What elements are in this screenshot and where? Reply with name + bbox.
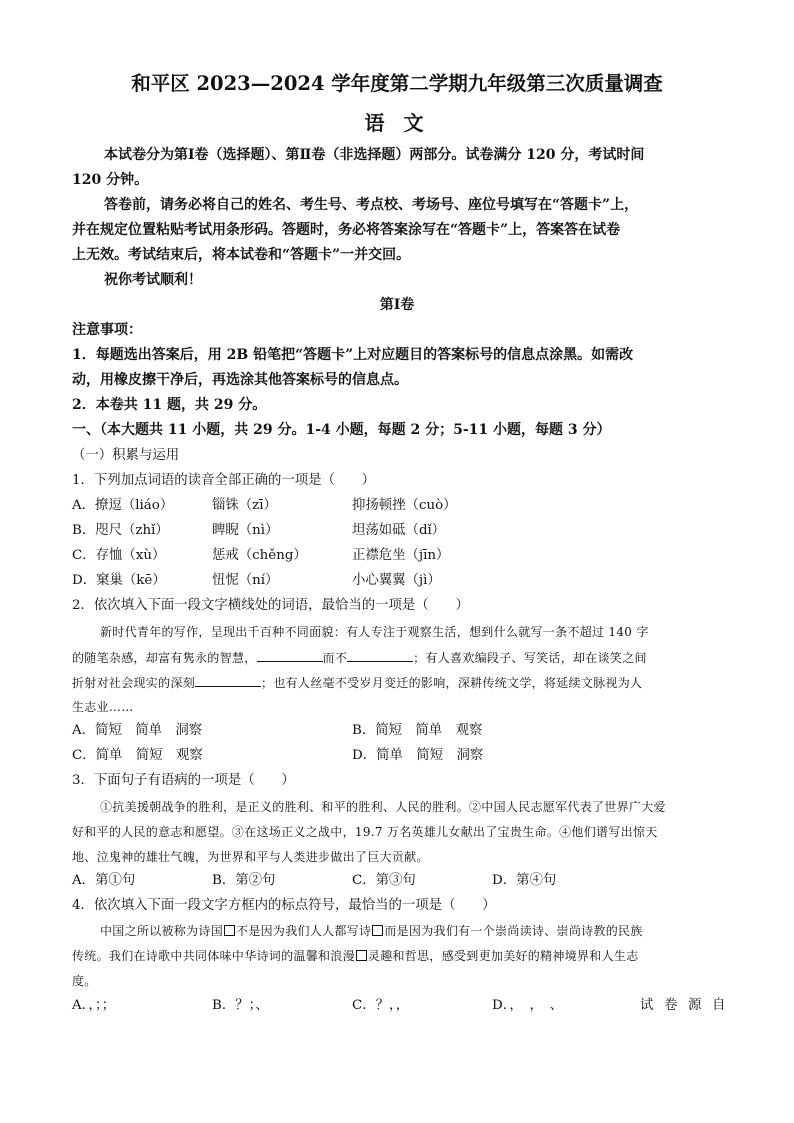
q1-c-word-2: 惩戒（chěng） [212,548,307,563]
q1-b-word-1: B．咫尺（zhǐ） [72,523,169,538]
watermark-char-4: 自 [712,998,726,1013]
q3-option-a: A．第①句 [72,873,136,888]
intro-wish: 祝你考试顺利！ [104,272,202,288]
q1-option-b [72,524,445,537]
q1-option-c [72,549,449,562]
q1-option-a [72,499,457,512]
q2-passage-line-3 [72,676,642,689]
q1-d-word-1: D．窠巢（kē） [72,573,166,588]
part-title: 第Ⅰ卷 [379,297,415,313]
q3-option-d: D．第④句 [492,873,557,888]
intro-line-3: 答卷前，请务必将自己的姓名、考生号、考点校、考场号、座位号填写在“答题卡”上， [104,197,639,213]
q1-a-word-1: A．撩逗（liáo） [72,498,174,513]
q2-blank-2 [347,651,413,662]
q1-a-word-2: 锱铢（zī） [212,498,277,513]
q1-b-word-3: 坦荡如砥（dǐ） [352,523,446,538]
intro-line-4: 并在规定位置粘贴考试用条形码。答题时，务必将答案涂写在“答题卡”上，答案答在试卷 [72,222,621,238]
q2-option-c: C．简单 简短 观察 [72,748,203,763]
q2-option-a: A．简短 简单 洞察 [72,723,203,738]
q2-text-c: ；有人喜欢编段子、写笑话，却在谈笑之间 [413,651,647,665]
q2-blank-1 [257,651,323,662]
q4-option-d: D．， ， 、 [492,998,563,1013]
intro-line-5: 上无效。考试结束后，将本试卷和“答题卡”一并交回。 [72,247,411,263]
q4-option-a: A．，；； [72,998,116,1013]
q4-passage-line-1 [100,925,643,937]
q4-box-1 [224,925,235,936]
q3-passage-line-1: ①抗美援朝战争的胜利，是正义的胜利、和平的胜利、人民的胜利。②中国人民志愿军代表了世界广大爱 [100,800,666,814]
section-title: 一、（本大题共 11 小题，共 29 分。1-4 小题，每题 2 分；5-11 小题，每题 3 分） [72,422,611,438]
q1-stem: 1．下列加点词语的读音全部正确的一项是（ ） [72,473,376,488]
q2-option-d: D．简单 简短 洞察 [352,748,484,763]
intro-line-2: 120 分钟。 [72,172,149,188]
watermark-char-1: 试 [640,998,654,1013]
q3-stem: 3．下面句子有语病的一项是（ ） [72,773,295,788]
q2-text-b: 而不 [322,651,348,665]
exam-title: 和平区 2023—2024 学年度第二学期九年级第三次质量调查 [131,72,663,95]
notice-line-2: 动，用橡皮擦干净后，再选涂其他答案标号的信息点。 [72,372,408,388]
q4-box-2 [372,925,383,936]
q2-passage-line-4: 生志业…… [72,700,134,714]
q3-option-c: C．第③句 [352,873,416,888]
q1-option-d [72,574,441,587]
q4-text-c: 而是因为我们有一个崇尚读诗、崇尚诗教的民族 [384,924,643,938]
q1-a-word-3: 抑扬顿挫（cuò） [352,498,457,513]
q4-text-a: 中国之所以被称为诗国 [100,924,224,938]
notice-title: 注意事项： [72,322,142,338]
q2-text-e: ；也有人丝毫不受岁月变迁的影响，深耕传统文学，将延续文脉视为人 [261,676,643,690]
q4-stem: 4．依次填入下面一段文字方框内的标点符号，最恰当的一项是（ ） [72,898,496,913]
notice-line-1: 1．每题选出答案后，用 2B 铅笔把“答题卡”上对应题目的答案标号的信息点涂黑。如需改 [72,347,634,363]
q2-stem: 2．依次填入下面一段文字横线处的词语，最恰当的一项是（ ） [72,598,469,613]
q4-text-b: 不是因为我们人人都写诗 [236,924,372,938]
subject-title: 语 文 [364,111,430,135]
q4-text-d: 传统。我们在诗歌中共同体味中华诗词的温馨和浪漫 [72,949,355,963]
q2-blank-3 [195,676,261,687]
q3-passage-line-2: 好和平的人民的意志和愿望。③在这场正义之战中，19.7 万名英雄儿女献出了宝贵生命。④他们谱写出惊天 [72,825,658,839]
subsection-title: （一）积累与运用 [72,448,180,463]
q2-passage-line-1: 新时代青年的写作，呈现出千百种不同面貌：有人专注于观察生活，想到什么就写一条不超过 140 字 [100,625,649,639]
q4-option-b: B．？；、 [212,998,269,1013]
q3-passage-line-3: 地、泣鬼神的雄壮气魄，为世界和平与人类进步做出了巨大贡献。 [72,850,429,864]
q3-option-b: B．第②句 [212,873,276,888]
q4-passage-line-3: 度。 [72,974,97,988]
q1-d-word-3: 小心翼翼（jì） [352,573,441,588]
notice-line-3: 2．本卷共 11 题，共 29 分。 [72,397,267,413]
q4-box-3 [356,950,367,961]
q4-passage-line-2 [72,950,639,962]
q4-options [72,999,725,1012]
q1-b-word-2: 睥睨（nì） [212,523,279,538]
q2-text-a: 的随笔杂感，却富有隽永的智慧， [72,651,257,665]
watermark-char-3: 源 [688,998,702,1013]
q1-c-word-3: 正襟危坐（jīn） [352,548,450,563]
intro-line-1: 本试卷分为第Ⅰ卷（选择题）、第Ⅱ卷（非选择题）两部分。试卷满分 120 分，考试时间 [104,147,645,163]
q1-d-word-2: 忸怩（ní） [212,573,279,588]
watermark-char-2: 卷 [664,998,678,1013]
q4-text-e: 灵趣和哲思，感受到更加美好的精神境界和人生志 [367,949,639,963]
q1-c-word-1: C．存恤（xù） [72,548,166,563]
q4-option-c: C．？，， [352,998,410,1013]
q2-text-d: 折射对社会现实的深刻 [72,676,196,690]
q3-options [72,874,556,887]
q2-passage-line-2 [72,651,647,664]
q2-option-b: B．简短 简单 观察 [352,723,483,738]
